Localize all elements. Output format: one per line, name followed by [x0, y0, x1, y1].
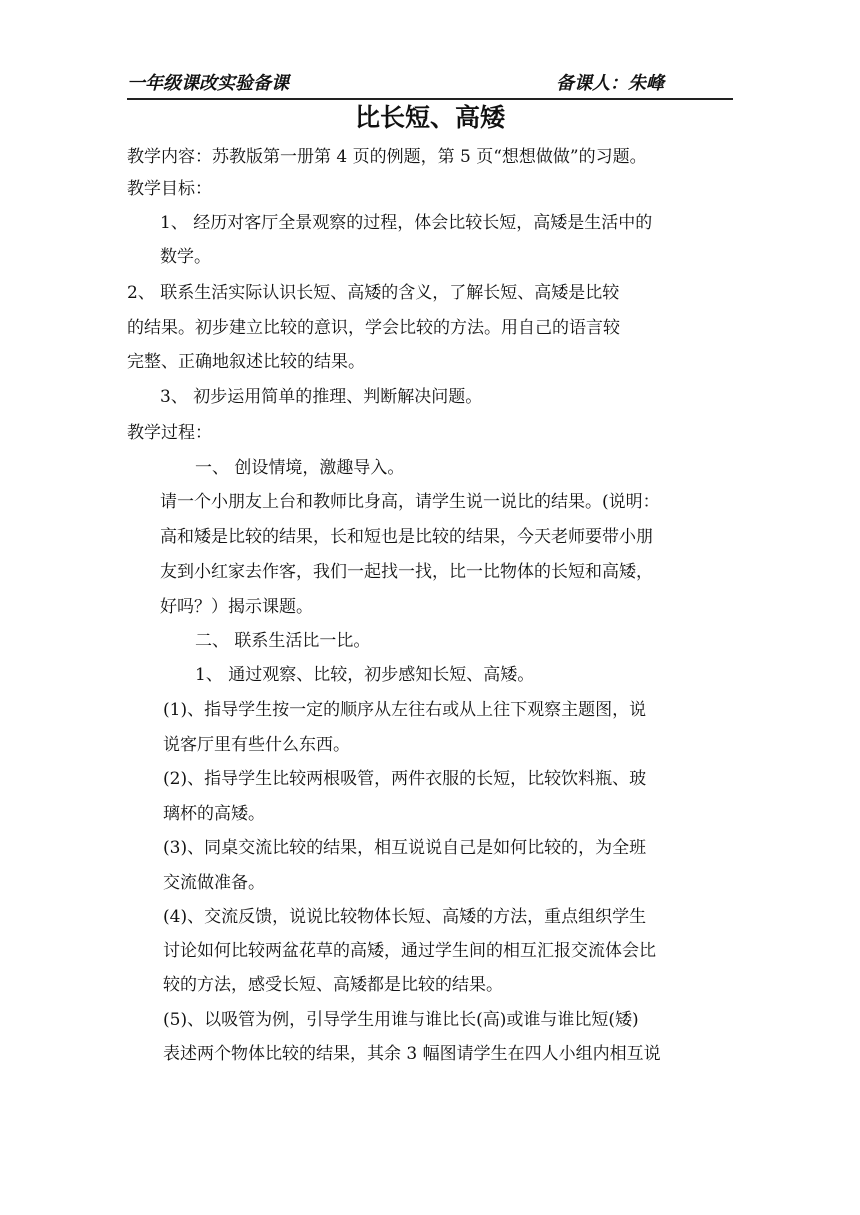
paragraph-line: 请一个小朋友上台和教师比身高，请学生说一说比的结果。(说明： [160, 492, 660, 512]
subsection-1-heading: 1、 通过观察、比较，初步感知长短、高矮。 [195, 665, 535, 685]
goal-1-line: 1、 经历对客厅全景观察的过程，体会比较长短，高矮是生活中的 [160, 213, 653, 233]
step-5-line: (5)、以吸管为例，引导学生用谁与谁比长(高)或谁与谁比短(矮) [163, 1010, 639, 1030]
step-2-line: 璃杯的高矮。 [163, 804, 265, 824]
goal-2-line: 完整、正确地叙述比较的结果。 [127, 352, 365, 372]
step-4-line: (4)、交流反馈，说说比较物体长短、高矮的方法，重点组织学生 [163, 907, 647, 927]
step-3-line: 交流做准备。 [163, 873, 265, 893]
section-1-heading: 一、 创设情境，激趣导入。 [195, 458, 405, 478]
paragraph-line: 友到小红家去作客，我们一起找一找，比一比物体的长短和高矮， [160, 562, 653, 582]
author-label: 备课人：朱峰 [556, 73, 664, 94]
page-title: 比长短、高矮 [354, 103, 505, 132]
process-heading: 教学过程： [127, 423, 212, 443]
goal-2-line: 2、 联系生活实际认识长短、高矮的含义，了解长短、高矮是比较 [127, 283, 620, 303]
step-4-line: 较的方法，感受长短、高矮都是比较的结果。 [163, 975, 503, 995]
goal-3-line: 3、 初步运用简单的推理、判断解决问题。 [160, 387, 483, 407]
step-3-line: (3)、同桌交流比较的结果，相互说说自己是如何比较的，为全班 [163, 838, 647, 858]
goal-1-line: 数学。 [160, 247, 211, 267]
step-1-line: (1)、指导学生按一定的顺序从左往右或从上往下观察主题图，说 [163, 700, 647, 720]
section-2-heading: 二、 联系生活比一比。 [195, 631, 371, 651]
goal-2-line: 的结果。初步建立比较的意识，学会比较的方法。用自己的语言较 [127, 318, 620, 338]
step-2-line: (2)、指导学生比较两根吸管，两件衣服的长短，比较饮料瓶、玻 [163, 769, 647, 789]
step-5-line: 表述两个物体比较的结果，其余 3 幅图请学生在四人小组内相互说 [163, 1044, 661, 1064]
paragraph-line: 高和矮是比较的结果，长和短也是比较的结果，今天老师要带小朋 [160, 527, 653, 547]
course-label: 一年级课改实验备课 [127, 73, 289, 94]
step-4-line: 讨论如何比较两盆花草的高矮，通过学生间的相互汇报交流体会比 [163, 941, 656, 961]
paragraph-line: 好吗？）揭示课题。 [160, 597, 313, 617]
goals-heading: 教学目标： [127, 179, 212, 199]
page-header [127, 70, 733, 100]
step-1-line: 说客厅里有些什么东西。 [163, 735, 350, 755]
teaching-content: 教学内容：苏教版第一册第 4 页的例题，第 5 页“想想做做”的习题。 [127, 147, 647, 167]
